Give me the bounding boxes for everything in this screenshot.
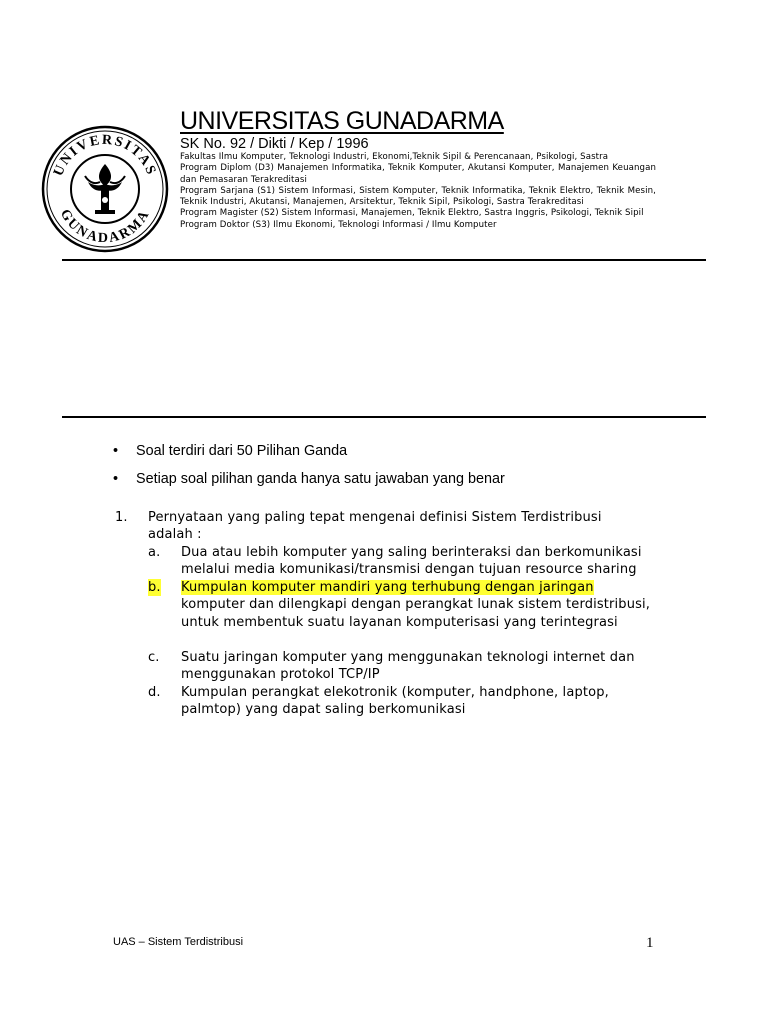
instruction-item	[112, 442, 505, 460]
instruction-text: Setiap soal pilihan ganda hanya satu jawaban yang benar	[136, 471, 505, 487]
program-line-doktor: Program Doktor (S3) Ilmu Ekonomi, Teknologi Informasi / Ilmu Komputer	[180, 219, 497, 230]
program-line-sarjana: Program Sarjana (S1) Sistem Informasi, Sistem Komputer, Teknik Informatika, Teknik Elektro, Teknik Mesin, Teknik Industri, Akutansi, Manajemen, Arsitektur, Teknik Sipil, Psikologi, Sastra Terakreditasi	[180, 185, 656, 208]
page-number: 1	[646, 935, 654, 951]
instruction-item	[112, 470, 505, 488]
option-first-line: Kumpulan perangkat elekotronik (komputer, handphone, laptop,	[181, 685, 609, 700]
seal-text-top: UNIVERSITAS	[51, 132, 159, 179]
option-letter: d.	[148, 685, 161, 700]
program-line-diploma: Program Diplom (D3) Manajemen Informatika, Teknik Komputer, Akutansi Komputer, Manajemen Keuangan dan Pemasaran Terakreditasi	[180, 163, 656, 185]
option-text	[181, 649, 653, 684]
question-text: Pernyataan yang paling tepat mengenai definisi Sistem Terdistribusi adalah :	[148, 510, 602, 543]
sk-number: SK No. 92 / Dikti / Kep / 1996	[180, 136, 369, 152]
option-continuation: melalui media komunikasi/transmisi dengan tujuan resource sharing	[181, 562, 637, 578]
question-number: 1.	[115, 510, 128, 525]
option-text	[181, 544, 653, 579]
bullet-icon: •	[113, 471, 119, 487]
option-letter: b.	[148, 580, 161, 595]
option-continuation: menggunakan protokol TCP/IP	[181, 667, 380, 683]
university-title: UNIVERSITAS GUNADARMA	[180, 107, 504, 135]
section-divider	[62, 416, 706, 418]
footer-title: UAS – Sistem Terdistribusi	[113, 936, 244, 948]
seal-text-bottom: GUNADARMA	[56, 206, 154, 247]
program-list	[180, 152, 656, 231]
option-letter: a.	[148, 545, 161, 560]
bullet-icon: •	[113, 443, 119, 459]
option-continuation: komputer dan dilengkapi dengan perangkat lunak sistem terdistribusi, untuk membentuk suatu layanan komputerisasi yang terintegrasi	[181, 597, 651, 630]
option-first-line-highlighted: Kumpulan komputer mandiri yang terhubung dengan jaringan	[181, 580, 594, 595]
option-first-line: Suatu jaringan komputer yang menggunakan teknologi internet dan	[181, 650, 635, 665]
program-line-magister: Program Magister (S2) Sistem Informasi, Manajemen, Teknik Elektro, Sastra Inggris, Psikologi, Teknik Sipil	[180, 208, 644, 219]
option-letter: c.	[148, 650, 160, 665]
option-text	[181, 579, 653, 631]
option-first-line: Dua atau lebih komputer yang saling berinteraksi dan berkomunikasi	[181, 545, 642, 560]
option-text	[181, 684, 653, 719]
header-divider	[62, 259, 706, 261]
option-continuation: palmtop) yang dapat saling berkomunikasi	[181, 702, 466, 718]
instruction-text: Soal terdiri dari 50 Pilihan Ganda	[136, 443, 348, 459]
university-seal-logo	[40, 124, 170, 254]
instruction-list	[112, 442, 505, 498]
program-line-faculties: Fakultas Ilmu Komputer, Teknologi Industri, Ekonomi,Teknik Sipil & Perencanaan, Psikologi, Sastra	[180, 152, 609, 162]
